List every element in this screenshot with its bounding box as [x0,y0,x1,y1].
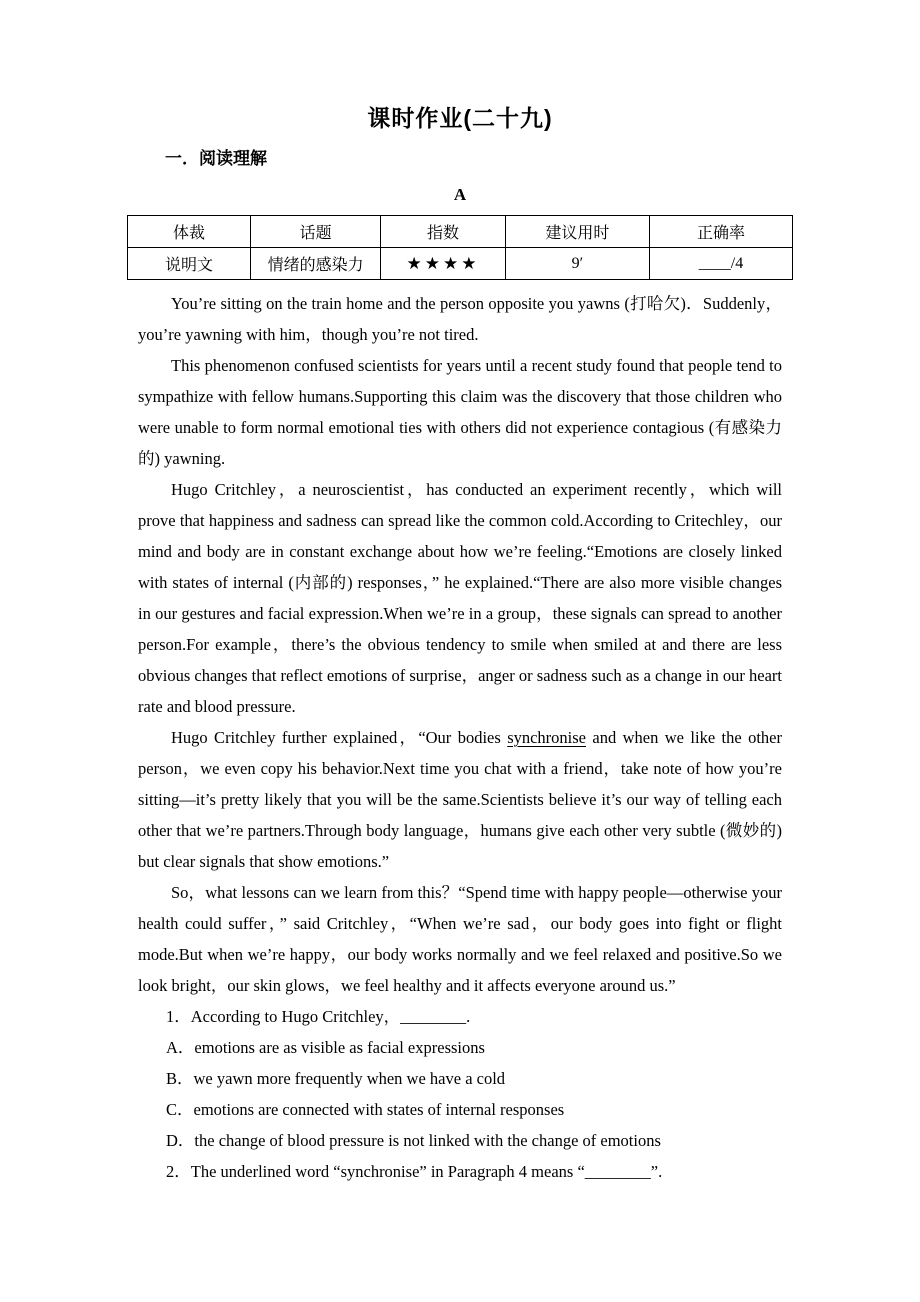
passage-label-a: A [453,185,467,204]
cell-accuracy-blank: ____/4 [649,248,792,280]
questions-section [127,1001,793,1187]
cell-topic: 情绪的感染力 [251,248,381,280]
passage-paragraph-3: Hugo Critchley，a neuroscientist，has conducted an experiment recently，which will prove that happiness and sadness can spread like the common cold.According to Critechley，our mind and body are in constant exchange about how we’re feeling.“Emotions are closely linked with states of internal (内部的) responses，” he explained.“There are also more visible changes in our gestures and facial expression.When we’re in a group，these signals can spread to another person.For example，there’s the obvious tendency to smile when smiled at and there are less obvious changes that reflect emotions of surprise，anger or sadness such as a change in our heart rate and blood pressure. [138,480,782,716]
reading-passage [127,288,793,1001]
header-topic: 话题 [251,216,381,248]
underlined-word-synchronise: synchronise [507,728,587,747]
info-table-value-row [128,248,793,280]
header-suggested-time: 建议用时 [505,216,649,248]
section-heading-reading-comprehension: 一．阅读理解 [165,149,267,168]
cell-suggested-time: 9′ [505,248,649,280]
passage-paragraph-5: So，what lessons can we learn from this？“Spend time with happy people—otherwise your health could suffer，” said Critchley，“When we’re sad，our body goes into fight or flight mode.But when we’re happy，our body works normally and we feel relaxed and positive.So we look bright，our skin glows，we feel healthy and it affects everyone around us.” [138,883,782,995]
info-table-header-row [128,216,793,248]
paragraph-4-text-before: Hugo Critchley further explained，“Our bodies [171,728,508,747]
passage-paragraph-1: You’re sitting on the train home and the person opposite you yawns (打哈欠)．Suddenly，you’re yawning with him，though you’re not tired. [138,294,782,344]
passage-info-table [127,215,793,280]
question-1-option-b: B．we yawn more frequently when we have a cold [166,1069,506,1088]
question-1-option-d: D．the change of blood pressure is not linked with the change of emotions [166,1131,661,1150]
paragraph-4-text-after: and when we like the other person，we even copy his behavior.Next time you chat with a friend，take note of how you’re sitting—it’s pretty likely that you will be the same.Scientists believe it’s our way of telling each other that we’re partners.Through body language，humans give each other very subtle (微妙的) but clear signals that show emotions.” [138,728,782,871]
question-1-stem: 1．According to Hugo Critchley，________. [166,1007,471,1026]
cell-difficulty-stars: ★★★★ [381,248,505,280]
document-title: 课时作业(二十九) [367,105,553,131]
question-2-stem: 2．The underlined word “synchronise” in Paragraph 4 means “________”. [166,1162,663,1181]
passage-paragraph-2: This phenomenon confused scientists for years until a recent study found that people tend to sympathize with fellow humans.Supporting this claim was the discovery that those children who were unable to form normal emotional ties with others did not experience contagious (有感染力的) yawning. [138,356,782,468]
header-accuracy-rate: 正确率 [649,216,792,248]
header-difficulty-index: 指数 [381,216,505,248]
question-1-option-a: A．emotions are as visible as facial expressions [166,1038,485,1057]
question-1-option-c: C．emotions are connected with states of internal responses [166,1100,565,1119]
passage-paragraph-4 [138,722,782,877]
cell-genre: 说明文 [128,248,251,280]
header-genre: 体裁 [128,216,251,248]
